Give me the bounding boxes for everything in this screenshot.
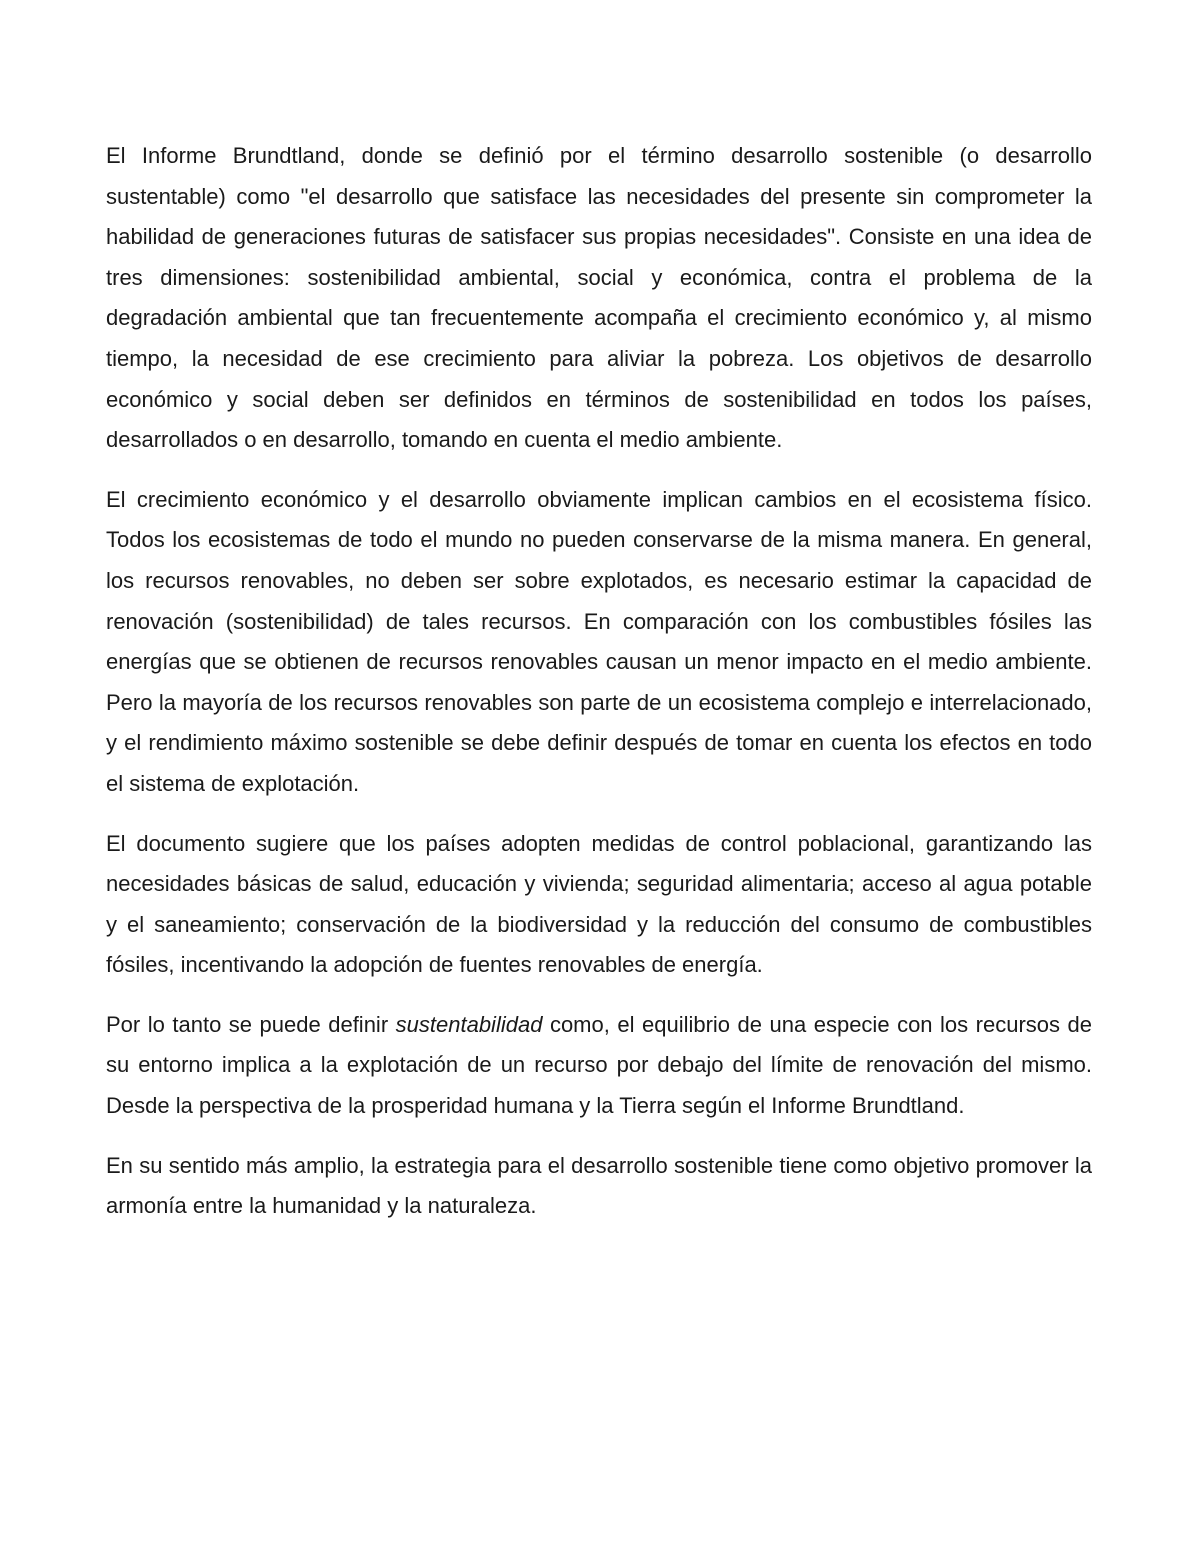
paragraph-definicion-sustentabilidad xyxy=(106,1005,1092,1127)
paragraph-text-before-term: Por lo tanto se puede definir xyxy=(106,1011,396,1037)
paragraph-crecimiento-economico: El crecimiento económico y el desarrollo obviamente implican cambios en el ecosistema físico. Todos los ecosistemas de todo el mundo no pueden conservarse de la misma manera. En general, los recursos renovables, no deben ser sobre explotados, es necesario estimar la capacidad de renovación (sostenibilidad) de tales recursos. En comparación con los combustibles fósiles las energías que se obtienen de recursos renovables causan un menor impacto en el medio ambiente. Pero la mayoría de los recursos renovables son parte de un ecosistema complejo e interrelacionado, y el rendimiento máximo sostenible se debe definir después de tomar en cuenta los efectos en todo el sistema de explotación. xyxy=(106,486,1092,796)
paragraph-informe-brundtland: El Informe Brundtland, donde se definió por el término desarrollo sostenible (o desarrollo sustentable) como "el desarrollo que satisface las necesidades del presente sin comprometer la habilidad de generaciones futuras de satisfacer sus propias necesidades". Consiste en una idea de tres dimensiones: sostenibilidad ambiental, social y económica, contra el problema de la degradación ambiental que tan frecuentemente acompaña el crecimiento económico y, al mismo tiempo, la necesidad de ese crecimiento para aliviar la pobreza. Los objetivos de desarrollo económico y social deben ser definidos en términos de sostenibilidad en todos los países, desarrollados o en desarrollo, tomando en cuenta el medio ambiente. xyxy=(106,143,1092,453)
paragraph-sentido-amplio: En su sentido más amplio, la estrategia para el desarrollo sostenible tiene como objetivo promover la armonía entre la humanidad y la naturaleza. xyxy=(106,1152,1092,1219)
paragraph-text-after-term: como, el equilibrio de una especie con los recursos de su entorno implica a la explotación de un recurso por debajo del límite de renovación del mismo. Desde la perspectiva de la prosperidad humana y la Tierra según el Informe Brundtland. xyxy=(106,1011,1093,1119)
italic-term-sustentabilidad: sustentabilidad xyxy=(395,1011,543,1037)
document-body xyxy=(106,136,1092,1246)
paragraph-documento-sugiere: El documento sugiere que los países adopten medidas de control poblacional, garantizando las necesidades básicas de salud, educación y vivienda; seguridad alimentaria; acceso al agua potable y el saneamiento; conservación de la biodiversidad y la reducción del consumo de combustibles fósiles, incentivando la adopción de fuentes renovables de energía. xyxy=(106,830,1092,978)
